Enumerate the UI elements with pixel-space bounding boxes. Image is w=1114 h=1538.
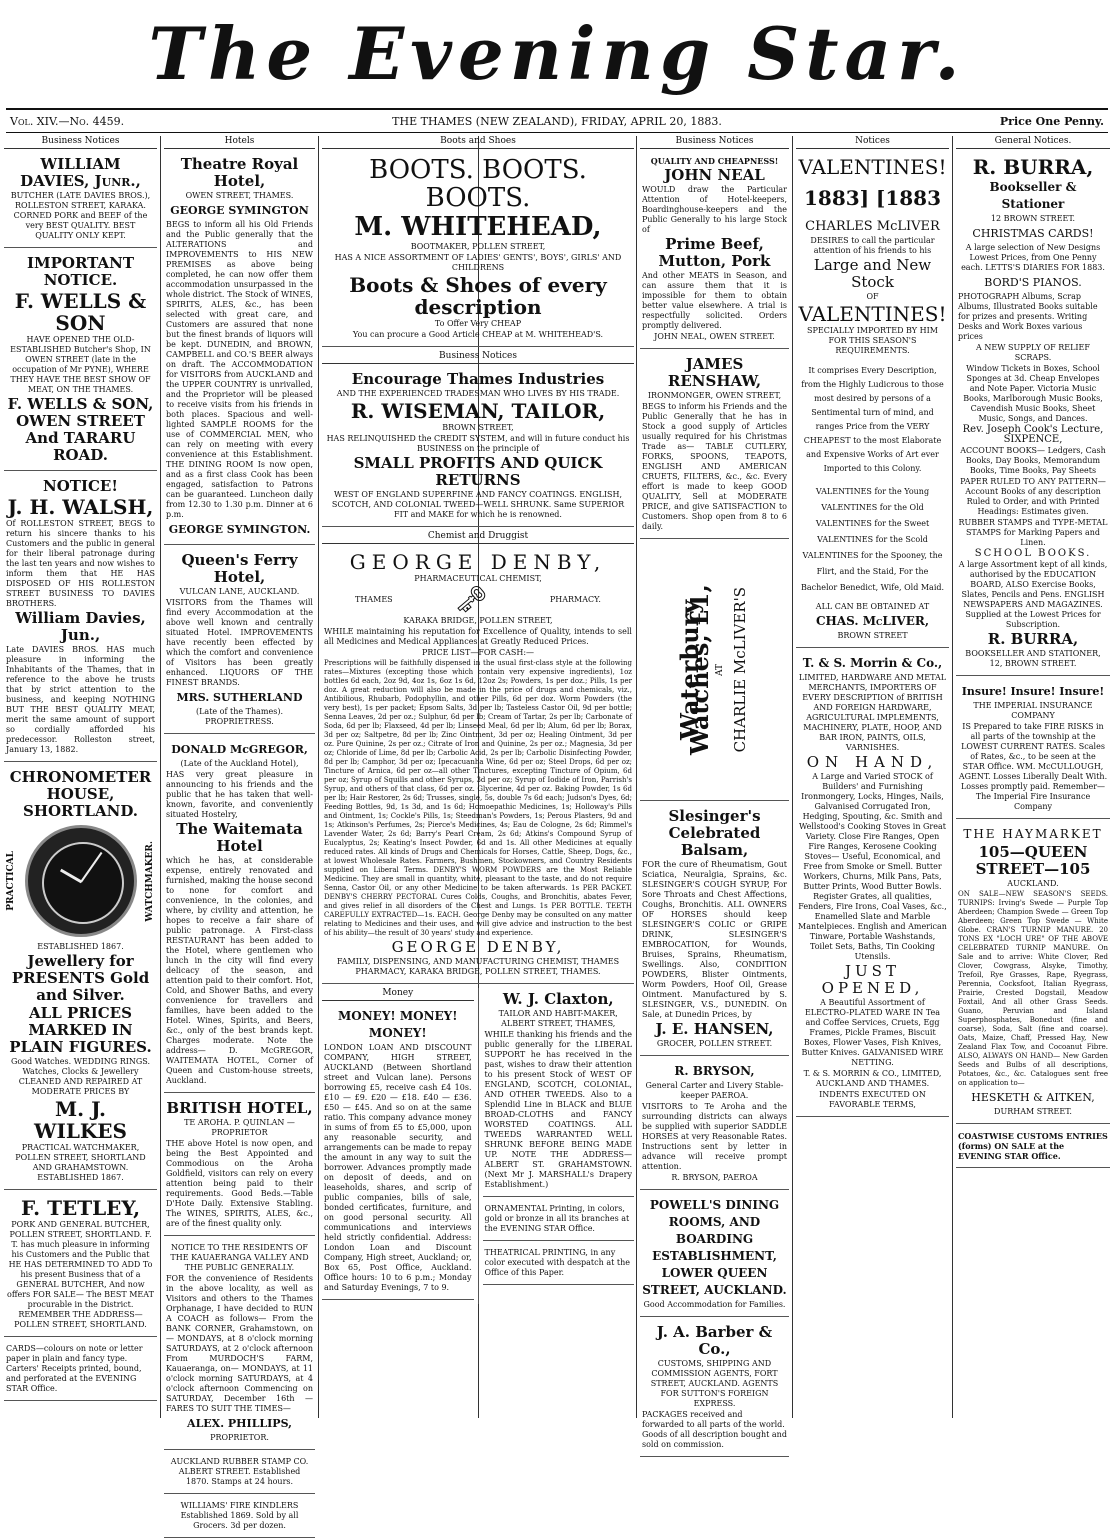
ad-body: PHOTOGRAPH Albums, Scrap Albums, Illustrated Books suitable for prizes and presents. Writing Desks and Work Boxes various prices <box>958 292 1098 341</box>
ad-title: BOOTS. BOOTS. BOOTS. <box>369 155 587 213</box>
ad-body: LONDON LOAN AND DISCOUNT COMPANY, HIGH STREET, AUCKLAND (Between Shortland street and Vulcan lane). Persons borrowing £5, receive cash £4 10s. £10 — £9. £20 — £18. £40 — £36. £50 — £45. And so on at the same ratio. This company advance money in sums of from £5 to £5,000, upon any reasonable security, and arrangements can be made to repay the amount in any way to suit the borrower. Advances promptly made on deposit of deeds, and on leaseholds, shares, and scrip of public companies, bills of sale, bonded certificates, furniture, and on good personal security. All communications and interviews held strictly confidential. Address: London Loan and Discount Company, High street, Auckland; or, Box 65, Post Office, Auckland. Office hours: 10 to 6 p.m.; Monday and Saturday Evenings, 7 to 9. <box>324 1043 472 1292</box>
ad-body: And other MEATS in Season, and can assure them that it is impossible for them to obtain better value elsewhere. A trial is respectfully solicited. Orders promptly delivered. <box>642 271 787 330</box>
ad-title: Jewellery for PRESENTS Gold and Silver. <box>11 952 150 1004</box>
ad-heading: BORD'S PIANOS. <box>984 276 1082 289</box>
ad-body: VALENTINES for the Young VALENTINES for the Old VALENTINES for the Sweet VALENTINES for the Scold VALENTINES for the Spooney, the Flirt, and the Staid, For the Bachelor Benedict, Wife, Old Maid. <box>800 487 945 592</box>
ad-sub: PHARMACY. <box>549 595 601 604</box>
ad-powell <box>640 1194 789 1317</box>
top-rule <box>6 108 1108 110</box>
ad-body: A large selection of New Designs Lowest Prices, from One Penny each. LETTS'S DIARIES FOR 1883. <box>961 243 1105 272</box>
ad-title: Boots & Shoes of every description <box>349 273 607 319</box>
ad-body: Window Tickets in Boxes, School Sponges at 3d. Cheap Envelopes and Note Paper. Victoria Music Books, Marlborough Music Books, Cavendish Music Books, Sheet Music, Songs, and Dances. <box>963 364 1103 423</box>
column-divider <box>636 136 637 1418</box>
ad-body: CUSTOMS, SHIPPING AND COMMISSION AGENTS, FORT STREET, AUCKLAND. AGENTS FOR SUTTON'S FOREIGN EXPRESS. <box>650 1359 779 1408</box>
ad-sig: JOHN NEAL, OWEN STREET. <box>654 332 775 341</box>
ad-body: PAPER RULED TO ANY PATTERN— Account Books of any description Ruled to Order, and with Printed Headings: Estimates given. <box>960 477 1106 516</box>
ad-body: COASTWISE CUSTOMS ENTRIES (forms) ON SALE at the EVENING STAR Office. <box>958 1131 1108 1161</box>
dateline-rule <box>6 132 1108 133</box>
place-date: THE THAMES (NEW ZEALAND), FRIDAY, APRIL 20, 1883. <box>392 115 722 128</box>
ad-body: VISITORS from the Thames will find every Accommodation at the above well known and centrally situated Hotel. IMPROVEMENTS have recently been effected by which the comfort and convenience of Visitors has been greatly enhanced. LIQUORS OF THE FINEST BRANDS. <box>166 598 313 687</box>
ad-body: ESTABLISHED 1867. <box>37 942 124 951</box>
ad-body: HAS very great pleasure in announcing to his friends and the public that he has taken that well-known, favorite, and conveniently situated Hostelry, <box>166 770 313 819</box>
ad-sub: THE IMPERIAL INSURANCE COMPANY <box>973 701 1093 720</box>
ad-denby <box>322 548 634 984</box>
ad-wiseman <box>322 368 634 527</box>
column-divider <box>792 136 793 1418</box>
ad-body: A large Assortment kept of all kinds, authorised by the EDUCATION BOARD, ALSO Exercise Books, Slates, Pencils and Pens. ENGLISH NEWSPAPERS AND MAGAZINES. Supplied at the Lowest Prices for Subscription. <box>958 560 1108 629</box>
column-header: Boots and Shoes <box>322 136 634 149</box>
ad-sub: BROWN STREET <box>837 631 908 640</box>
ad-title: Theatre Royal Hotel, <box>180 155 299 190</box>
ad-body: F. WELLS & SON, OWEN STREET And TARARU ROAD. <box>7 395 154 464</box>
ad-proprietor: GEORGE SYMINGTON. <box>168 523 311 536</box>
ad-body: SPECIALLY IMPORTED BY HIM FOR THIS SEASON'S REQUIREMENTS. <box>807 326 938 355</box>
column-hotels <box>164 136 315 1530</box>
ad-title: Prime Beef, Mutton, Pork <box>658 235 771 270</box>
ad-body: ON SALE—NEW SEASON'S SEEDS. TURNIPS: Irving's Swede — Purple Top Aberdeen; Champion Swede — Green Top Aberdeen; Green Top Swede — White Globe. CRAN'S TURNIP MANURE. 20 TONS EX "LOCH URE" OF THE ABOVE CELEBRATED TURNIP MANURE. On Sale and to arrive: White Clover, Red Clover, Cowgrass, Alsyke, Timothy, Trefoil, Rye Grasses, Rape, Ryegrass, Perennia, Cocksfoot, Italian Ryegrass, Prairie, Crested Dogstail, Meadow Foxtail, And all other Grass Seeds. Guano, Peruvian and Island Superphosphates, Bonedust (fine and coarse), Soda, Salt (fine and coarse). Oats, Maize, Chaff, Pressed Hay, New Zealand Flax Tow, and Cocoanut Fibre. ALSO, ALWAYS ON HAND— New Garden Seeds and Bulbs of all descriptions, Potatoes, &c., &c. Catalogues sent free on application to— <box>958 890 1108 1087</box>
ad-title: GEORGE DENBY, <box>391 938 565 956</box>
column-divider <box>160 136 161 1418</box>
ad-title: JUST OPENED, <box>821 962 924 997</box>
ad-sub: (Late of the Auckland Hotel), <box>180 759 299 768</box>
column-business-notices <box>4 136 157 1418</box>
ad-body: To Offer Very CHEAP <box>434 319 522 328</box>
ad-body: LIMITED, HARDWARE AND METAL MERCHANTS, IMPORTERS OF EVERY DESCRIPTION of BRITISH AND FOREIGN HARDWARE, AGRICULTURAL IMPLEMENTS, MACHINERY, PLATE, HOOP, AND BAR IRON, PAINTS, OILS, VARNISHES. <box>798 673 947 752</box>
ad-heading: QUALITY AND CHEAPNESS! <box>650 156 779 166</box>
ad-title: Slesinger's Celebrated Balsam, <box>668 807 761 859</box>
ad-sub: AND THE EXPERIENCED TRADESMAN WHO LIVES BY HIS TRADE. <box>336 389 620 398</box>
ad-bryson <box>640 1060 789 1190</box>
ad-title: J. H. WALSH, <box>7 495 154 519</box>
ad-body: Late DAVIES BROS. HAS much pleasure in informing the Inhabitants of the Thames, that in reference to the above he trusts that by strict attention to the business, and keeping NOTHING BUT THE BEST QUALITY MEAT, merit the same amount of support so cordially afforded his predecessor. Rolleston street, January 13, 1882. <box>6 645 155 754</box>
column-divider <box>952 136 953 1418</box>
ad-body: It comprises Every Description, from the Highly Ludicrous to those most desired by persons of a Sentimental turn of mind, and ranges Price from the VERY CHEAPEST to the most Elaborate and Expensive Works of Art ever Imported to this Colony. <box>801 366 944 473</box>
ad-body: THEATRICAL PRINTING, in any color executed with despatch at the Office of this Paper. <box>484 1248 630 1277</box>
ad-sub: PHARMACEUTICAL CHEMIST, <box>414 574 542 583</box>
ad-title: F. TETLEY, <box>20 1196 141 1220</box>
ad-title: CHARLES McLIVER <box>805 219 940 234</box>
ad-slesinger <box>640 805 789 1056</box>
ad-side-text: WATCHMAKER. <box>145 840 155 922</box>
ad-body: INDENTS EXECUTED ON FAVORABLE TERMS, <box>819 1090 926 1109</box>
ad-body: IS Prepared to take FIRE RISKS in all parts of the township at the LOWEST CURRENT RATES. Scales of Rates, &c., to be seen at the STAR Office. WM. McCULLOUGH, AGENT. Losses Liberally Dealt With. Losses promptly paid. Remember— The Imperial Fire Insurance Company <box>958 722 1108 811</box>
ad-body: PORK AND GENERAL BUTCHER, POLLEN STREET, SHORTLAND. F. T. has much pleasure in informing his Customers and the Public that HE HAS DETERMINED TO ADD To his present Business that of a GENERAL BUTCHER, And now offers FOR SALE— The BEST MEAT procurable in the District. REMEMBER THE ADDRESS— POLLEN STREET, SHORTLAND. <box>7 1220 154 1329</box>
ad-title: J. A. Barber & Co., <box>656 1323 773 1358</box>
ad-body: WOULD draw the Particular Attention of Hotel-keepers, Boardinghouse-keepers and the Public Generally to his large Stock of <box>642 185 787 234</box>
ad-sub: VULCAN LANE, AUCKLAND. <box>179 587 300 596</box>
column-notices <box>796 136 949 1418</box>
ad-body: WHILE thanking his friends and the public generally for the LIBERAL SUPPORT he has received in the past, wishes to draw their attention to his present Stock of WEST OF ENGLAND, SCOTCH, COLONIAL, AND OTHER TWEEDS. Also to a Splendid Line in BLACK and BLUE BROAD-CLOTHS and FANCY WORSTED COATINGS. ALL TWEEDS WARRANTED WELL SHRUNK BEFORE BEING MADE UP. NOTE THE ADDRESS— ALBERT ST. GRAHAMSTOWN. (Next Mr J. MARSHALL's Drapery Establishment.) <box>484 1030 632 1189</box>
ad-ornamental <box>483 1201 635 1241</box>
ad-body: WILLIAMS' FIRE KINDLERS Established 1869. Sold by all Grocers. 3d per dozen. <box>180 1501 299 1530</box>
ad-body: Good Watches. WEDDING RINGS. Watches, Clocks & Jewellery CLEANED AND REPAIRED AT MODERATE PRICES BY <box>10 1057 151 1096</box>
ad-sub: IRONMONGER, OWEN STREET, <box>647 391 782 400</box>
ad-sub: OWEN STREET, THAMES. <box>185 191 294 200</box>
column-header: Chemist and Druggist <box>322 531 634 544</box>
ad-title: T. & S. Morrin & Co., <box>802 656 943 670</box>
ad-body: BEGS to inform his Friends and the Public Generally that he has in Stock a good supply of Articles usually required for his Christmas Trade as— TABLE CUTLERY, FORKS, SPOONS, TEAPOTS, ENGLISH AND AMERICAN CRUETS, FILTERS, &c., &c. Every effort is made to keep GOOD QUALITY, Sell at MODERATE PRICE, and give SATISFACTION to Customers. Shop open from 8 to 6 daily. <box>642 402 787 531</box>
ad-body: BEGS to inform all his Old Friends and the Public generally that the ALTERATIONS and IMPROVEMENTS to HIS NEW PREMISES as above being completed, he can now offer them accommodation unsurpassed in the whole district. The Stock of WINES, SPIRITS, ALES, &c., has been selected with great care, and Customers are assured that none but the finest brands of liquors will be kept. DUNEDIN, and BROWN, CAMPBELL and CO.'S BEER always on draft. The ACCOMMODATION for VISITORS from AUCKLAND and the UPPER COUNTRY is unrivalled, and the Proprietor will be pleased to receive visits from his friends in both places. Spacious and well-lighted SAMPLE ROOMS for the use of COMMERCIAL MEN, who can rely on meeting with every convenience at this Establishment. THE DINING ROOM Is now open, and as a first class Cook has been engaged, satisfaction to Patrons can be guaranteed. Luncheon daily from 12.30 to 1.30 p.m. Dinner at 6 p.m. <box>166 220 313 519</box>
ad-sub: TAILOR AND HABIT-MAKER, ALBERT STREET, THAMES, <box>498 1009 618 1028</box>
column-general-notices <box>956 136 1110 1418</box>
ad-proprietor: DONALD McGREGOR, <box>171 743 308 756</box>
ad-heading: NOTICE! <box>43 477 118 495</box>
column-divider <box>318 136 319 1418</box>
ad-waitemata <box>164 738 315 1093</box>
ad-title: NOTICE TO THE RESIDENTS OF THE KAUAERANGA VALLEY AND THE PUBLIC GENERALLY. <box>170 1243 309 1272</box>
ad-sub: 12 BROWN STREET. <box>990 214 1076 223</box>
ad-imperial-insurance <box>956 680 1110 819</box>
ad-title: J. E. HANSEN, <box>655 1020 774 1038</box>
ad-sig: R. BRYSON, PAEROA <box>671 1173 758 1182</box>
ad-walsh <box>4 475 157 762</box>
ad-title: THE HAYMARKET <box>963 827 1103 841</box>
ad-title: F. WELLS & SON <box>14 289 147 335</box>
ad-sub: General Carter and Livery Stable-keeper PAEROA. <box>645 1081 784 1100</box>
ad-body: AUCKLAND RUBBER STAMP CO. ALBERT STREET. Established 1870. Stamps at 24 hours. <box>170 1457 309 1486</box>
ad-year: 1883] <box>804 186 870 210</box>
ad-title: Encourage Thames Industries <box>351 370 605 388</box>
ad-money <box>322 1005 474 1300</box>
ad-title: Insure! Insure! Insure! <box>961 685 1105 698</box>
ad-renshaw <box>640 353 789 539</box>
ad-body: FOR the cure of Rheumatism, Gout Sciatica, Neuralgia, Sprains, &c. SLESINGER'S COUGH SYRUP, For Sore Throats and Chest Affections, Coughs, Bronchitis. ALL OWNERS OF HORSES should keep SLESINGER'S COLIC or GRIPE DRINK, SLESINGER'S EMBROCATION, for Wounds, Bruises, Sprains, Rheumatism, Swellings. Also, CONDITION POWDERS, Blister Ointments, Worm Powders, Hoof Oil, Grease Ointment. Manufactured by S. SLESINGER, V.S., DUNEDIN. On Sale, at Dunedin Prices, by <box>642 860 787 1019</box>
ad-title: POWELL'S DINING ROOMS, AND BOARDING ESTABLISHMENT, LOWER QUEEN STREET, AUCKLAND. <box>642 1198 787 1297</box>
ad-heading: IMPORTANT NOTICE. <box>26 254 135 289</box>
ad-title: M. J. WILKES <box>34 1097 127 1143</box>
ad-title: VALENTINES! <box>798 155 947 179</box>
ad-body: HAVE OPENED THE OLD-ESTABLISHED Butcher's Shop, IN OWEN STREET (late in the occupation of Mr PYNE), WHERE THEY HAVE THE BEST SHOW OF MEAT, ON THE THAMES. <box>10 335 151 394</box>
ad-waterbury <box>640 543 789 801</box>
ad-heading: CHRISTMAS CARDS! <box>972 227 1094 240</box>
ad-sub: ALL CAN BE OBTAINED AT <box>815 602 930 611</box>
ad-queens-ferry <box>164 549 315 734</box>
column-header: Business Notices <box>640 136 789 149</box>
ad-proprietor: GEORGE SYMINGTON <box>170 204 309 217</box>
ad-theatre-royal <box>164 153 315 545</box>
ad-title: CHAS. McLIVER, <box>815 614 930 628</box>
clock-icon <box>25 825 137 937</box>
ad-haymarket <box>956 823 1110 1124</box>
masthead-title: The Evening Star. <box>148 11 966 96</box>
ad-heading: Rev. Joseph Cook's Lecture, SIXPENCE, <box>962 424 1104 445</box>
ad-sub: AUCKLAND. <box>1007 879 1059 888</box>
ad-title: R. WISEMAN, TAILOR, <box>350 399 606 423</box>
ad-coastwise <box>956 1128 1110 1168</box>
ad-proprietor: ALEX. PHILLIPS, <box>187 1417 292 1430</box>
ad-title: R. BRYSON, <box>674 1064 755 1078</box>
ad-proprietor: MRS. SUTHERLAND <box>176 691 303 704</box>
ad-rubber-stamp <box>164 1454 315 1494</box>
ad-heading: PRICE LIST—FOR CASH:— <box>421 648 535 657</box>
ad-cards <box>4 1341 157 1401</box>
ad-heading: A NEW SUPPLY OF RELIEF SCRAPS. <box>976 343 1090 362</box>
ad-morrin <box>796 652 949 1117</box>
ad-title: 105—QUEEN STREET—105 <box>975 843 1091 878</box>
ad-body: HAS RELINQUISHED the CREDIT SYSTEM, and will in future conduct his BUSINESS on the principle of <box>326 434 630 453</box>
ad-title: ON HAND, <box>806 753 939 771</box>
ad-title: CHRONOMETER HOUSE, SHORTLAND. <box>9 768 152 820</box>
column-header: Business Notices <box>4 136 157 149</box>
ad-body: A Large and Varied STOCK of Builders' and Furnishing Ironmongery, Locks, Hinges, Nails, Galvanised Corrugated Iron, Hedging, Spouting, &c. Smith and Wellstood's Cooking Stoves in Great Variety. Close Fire Ranges, Open Fire Ranges, Kerosene Cooking Stoves— Useful, Economical, and Free from Smoke or Smell. Butter Workers, Churns, Milk Pans, Pats, Butter Prints, Wood Butter Bowls. Register Grates, all qualities, Fenders, Fire Irons, Coal Vases, &c., Enamelled Slate and Marble Mantelpieces. English and American Tinware, Portable Washstands, Toilet Sets, Baths, Tin Cooking Utensils. <box>798 772 947 961</box>
ad-kindlers <box>164 1498 315 1538</box>
ad-title: VALENTINES! <box>798 302 947 326</box>
ad-title: William Davies, Jun., <box>15 609 146 644</box>
ad-body: ACCOUNT BOOKS— Ledgers, Cash Books, Day Books, Memorandum Books, Time Books, Pay Sheets <box>960 446 1106 475</box>
ad-body: VISITORS to Te Aroha and the surrounding districts can always be supplied with superior SADDLE HORSES at very Reasonable Rates. Instructions sent by letter in advance will receive prompt attention. <box>642 1102 787 1171</box>
ad-body: PACKAGES received and forwarded to all parts of the world. Goods of all description bought and sold on commission. <box>642 1410 787 1449</box>
ad-body: WHILE maintaining his reputation for Excellence of Quality, intends to sell all Medicines and Medical Appliances at Greatly Reduced Prices. <box>324 627 632 646</box>
ad-body: Of ROLLESTON STREET, BEGS to return his sincere thanks to his Customers and the public in general for their liberal patronage during the last ten years and now wishes to inform them that HE HAS DISPOSED OF HIS ROLLESTON STREET BUSINESS TO DAVIES BROTHERS. <box>6 519 155 608</box>
ad-body: A Beautiful Assortment of ELECTRO-PLATED WARE IN Tea and Coffee Services, Cruets, Egg Frames, Pickle Frames, Biscuit Boxes, Flower Vases, Fish Knives, Butter Knives. GALVANISED WIRE NETTING. <box>801 998 944 1067</box>
column-header: Notices <box>796 136 949 149</box>
ad-sub: CHARLIE McLIVER'S <box>730 587 749 753</box>
ad-title: R. BURRA, <box>987 630 1079 648</box>
ad-sub: KARAKA BRIDGE, POLLEN STREET, <box>403 616 553 625</box>
ad-heading: SCHOOL BOOKS. <box>974 548 1092 559</box>
price: Price One Penny. <box>999 115 1104 128</box>
ad-body: ORNAMENTAL Printing, in colors, gold or bronze in all its branches at the EVENING STAR Office. <box>484 1204 630 1233</box>
ad-title: Queen's Ferry Hotel, <box>181 551 298 586</box>
ad-sub: BROWN STREET, <box>442 423 514 432</box>
ad-body: RUBBER STAMPS and TYPE-METAL STAMPS for Marking Papers and Linen. <box>958 518 1108 547</box>
ad-sub: BOOTMAKER, POLLEN STREET, <box>410 242 546 251</box>
ad-title: HESKETH & AITKEN, <box>971 1091 1095 1104</box>
ad-body: which he has, at considerable expense, entirely renovated and furnished, making the house second to none for comfort and convenience, in the colonies, and where, by civility and attention, he hopes to receive a fair share of public patronage. A First-class RESTAURANT has been added to the Hotel, where gentlemen who lunch in the city will find every delicacy of the season, and attention paid to their comfort. Hot, Cold, and Shower Baths, and every convenience for travellers and families, have been added to the Hotel. Wines, Spirits, and Beers, &c., only of the best brands kept. Charges moderate. Note the address— D. McGREGOR, WAITEMATA HOTEL, Corner of Queen and Custom-house streets, Auckland. <box>166 856 313 1085</box>
price-list-text: Prescriptions will be faithfully dispensed in the usual first-class style at the following rates—Mixtures (excepting those which contain very expensive ingredients), 1oz bottles 6d each, 2oz 9d, 4oz 1s, 6oz 1s 6d, 12oz 2s; Powders, 1s per doz.; Pills, 1s per doz. A great reduction will also be made in the price of drugs and chemicals, viz., Antibilious, Rhubarb, Podophyllin, and other Pills, 6d per doz. Worm Powders (the very best), 1s per packet; Epsom Salts, 3d per lb; Tasteless Castor Oil, 9d per bottle; Senna Leaves, 2d per oz.; Sulphur, 6d per lb; Cream of Tartar, 2s per lb; Carbonate of Soda, 6d per lb; Flaxseed, 4d per lb; Linseed Meal, 6d per lb; Alum, 6d per lb; Borax, 3d per oz; Saltpetre, 8d per lb; Zinc Ointment, 3d per oz; Healing Ointment, 3d per oz. Pure Quinine, 2s per oz.; Citrate of Iron and Quinine, 2s per oz.; Magnesia, 3d per oz; Chloride of Lime, 8d per lb; Carbolic Acid, 2s per lb; Carbolic Disinfecting Powder, 8d per lb; Camphor, 3d per oz; Ipecacuanha Wine, 6d per oz; Steel Drops, 6d per oz; Tincture of Arnica, 6d per oz—all other Tinctures, excepting Tincture of Opium, 6d per oz; Syrup of Squills and other Syrups, 3d per oz; Syrup of Iodide of Iron, Parrish's Syrup, and others of that class, 6d per oz. Glycerine, 4d per oz. Baking Powder, 1s 6d per lb; Hair Restorer, 2s 6d; Trusses, single, 5s, double 7s 6d each; Judson's Dyes, 6d; Feeding Bottles, 9d, 1s 3d, and 1s 6d; Homoepathic Medicines, 1s; Holloway's Pills and Ointment, 1s; Cockle's Pills, 1s; Steedman's Powders, 1s; Perous Plasters, 9d and 1s; Atkinson's Perfumes, 2s; Pierce's Medicines, 4s; Eau de Cologne, 2s 6d; Rimmel's Lavender Water, 2s 6d; Barry's Pearl Cream, 2s 6d; Atkins's Compound Syrup of Eucalyptus, 2s; Keating's Insect Powder, 6d and 1s. All other Medicines at equally reduced rates. All kinds of Drugs and Chemicals for Horses, Cattle, Sheep, Dogs, &c., at lowest Wholesale Rates. Farmers, Bushmen, Stockowners, and Country Residents supplied on Liberal Terms. DENBY'S WORM POWDERS are the Most Reliable Medicine. They are small in quantity, white, pleasant to the taste, and do not require Senna, Castor Oil, or any other Medicine to be taken afterwards. 1s PER PACKET. DENBY'S CHERRY PECTORAL Cures Colds, Coughs, and Bronchitis, abates Fever, and gives relief in all disorders of the Chest and Lungs. 1s PER BOTTLE. TEETH CAREFULLY EXTRACTED—1s. EACH. George Denby may be consulted on any matter relating to Medicines and their uses, and will give advice and instruction to the best of his ability—the result of 30 years' study and experience. <box>324 659 632 937</box>
money-claxton-row <box>322 988 634 1304</box>
column-header: Money <box>322 988 474 1001</box>
ad-year: [1883 <box>875 186 941 210</box>
column-boots-chemist-money <box>322 136 634 1418</box>
ad-title: WILLIAM DAVIES, Junr., <box>20 155 141 190</box>
ad-title: R. BURRA, <box>972 155 1094 179</box>
ad-body: THE above Hotel is now open, and being the Best Appointed and Commodious on the Aroha Goldfield, visitors can rely on every attention being paid to their requirements. Good Beds.—Table D'Hote Daily. Extensive Stabling. The WINES, SPIRITS, ALES, &c., are of the finest quality only. <box>166 1139 313 1228</box>
ad-sig: T. & S. MORRIN & CO., LIMITED, AUCKLAND AND THAMES. <box>803 1069 942 1088</box>
ad-sub: PROPRIETOR. <box>210 1433 269 1442</box>
ad-title: JAMES RENSHAW, <box>667 355 762 390</box>
ad-body: ALL PRICES MARKED IN PLAIN FIGURES. <box>9 1004 152 1056</box>
ad-wells <box>4 252 157 471</box>
column-business-notices-2 <box>640 136 789 1449</box>
ad-side-text: PRACTICAL <box>6 851 16 911</box>
ad-title: Large and New Stock <box>813 256 932 291</box>
ad-john-neal <box>640 153 789 349</box>
ad-sub: DURHAM STREET. <box>994 1107 1072 1116</box>
column-header: General Notices. <box>956 136 1110 149</box>
ad-barber <box>640 1321 789 1457</box>
ad-whitehead <box>322 153 634 347</box>
ad-sub: TE AROHA. P. QUINLAN — PROPRIETOR <box>184 1118 295 1137</box>
ad-body: You can procure a Good Article CHEAP at M. WHITEHEAD'S. <box>352 330 604 339</box>
column-header: Hotels <box>164 136 315 149</box>
ad-title: JOHN NEAL <box>664 166 765 184</box>
ad-sub: GROCER, POLLEN STREET. <box>656 1039 773 1048</box>
ad-claxton <box>483 988 635 1197</box>
ad-body: CARDS—colours on note or letter paper in plain and fancy type. Carters' Receipts printed, bound, and perforated at the EVENING STAR Office. <box>6 1344 143 1393</box>
ad-burra <box>956 153 1110 676</box>
column-header: Business Notices <box>322 351 634 364</box>
ad-valentines <box>796 153 949 648</box>
ad-title: W. J. Claxton, <box>502 990 614 1008</box>
ad-sub: BOOKSELLER AND STATIONER, 12, BROWN STREET. <box>965 649 1101 668</box>
ad-title: SMALL PROFITS AND QUICK RETURNS <box>353 454 603 489</box>
ad-davies <box>4 153 157 248</box>
ad-sub: Bookseller & Stationer <box>989 180 1077 211</box>
volume-number: Vol. XIV.—No. 4459. <box>10 115 125 128</box>
masthead <box>0 0 1114 108</box>
ad-title: GEORGE DENBY, <box>349 550 607 574</box>
ad-body: DESIRES to call the particular attention of his friends to his <box>810 236 935 255</box>
ad-kauaeranga-coach <box>164 1240 315 1450</box>
ad-british-hotel <box>164 1097 315 1236</box>
ad-title: MONEY! MONEY! MONEY! <box>337 1009 458 1040</box>
ad-title: BRITISH HOTEL, <box>166 1099 313 1117</box>
ad-sub: Good Accommodation for Families. <box>643 1300 786 1309</box>
ad-theatrical <box>483 1245 635 1285</box>
ad-title: The Waitemata Hotel <box>176 820 303 855</box>
ad-tetley <box>4 1194 157 1337</box>
ad-title: Waterbury Watches, £1, <box>674 584 714 756</box>
ad-body: HAS A NICE ASSORTMENT OF LADIES' GENTS', BOYS', GIRLS' AND CHILDRENS <box>334 253 622 272</box>
ad-chronometer <box>4 766 157 1190</box>
ad-sub: FAMILY, DISPENSING, AND MANUFACTURING CHEMIST, THAMES PHARMACY, KARAKA BRIDGE, POLLEN STREET, THAMES. <box>336 957 620 976</box>
ad-sub: THAMES <box>355 595 393 604</box>
ad-body: PRACTICAL WATCHMAKER, POLLEN STREET, SHORTLAND AND GRAHAMSTOWN. ESTABLISHED 1867. <box>15 1143 146 1182</box>
ad-sub: OF <box>866 292 879 301</box>
ad-sub: AT <box>714 663 725 676</box>
ad-body: WEST OF ENGLAND SUPERFINE AND FANCY COATINGS. ENGLISH, SCOTCH, AND COLONIAL TWEED—WELL SHRUNK. Same SUPERIOR FIT and MAKE for which he is renowned. <box>331 490 625 519</box>
dateline <box>6 114 1108 130</box>
ad-sub: (Late of the Thames). PROPRIETRESS. <box>195 707 283 726</box>
ad-title: M. WHITEHEAD, <box>354 212 602 242</box>
ad-body: FOR the convenience of Residents in the above locality, as well as Visitors and others to the Thames Orphanage, I have decided to RUN A COACH as follows— From the BANK CORNER, Grahamstown, on— MONDAYS, at 8 o'clock morning SATURDAYS, at 2 o'clock afternoon From MURDOCH'S FARM, Kauaeranga, on— MONDAYS, at 11 o'clock morning SATURDAYS, at 4 o'clock afternoon Commencing on SATURDAY, December 16th —FARES TO SUIT THE TIMES— <box>166 1274 313 1413</box>
key-icon: 🗝 <box>454 585 488 615</box>
ad-body: BUTCHER (LATE DAVIES BROS.), ROLLESTON STREET, KARAKA. CORNED PORK and BEEF of the very BEST QUALITY. BEST QUALITY ONLY KEPT. <box>10 191 151 240</box>
